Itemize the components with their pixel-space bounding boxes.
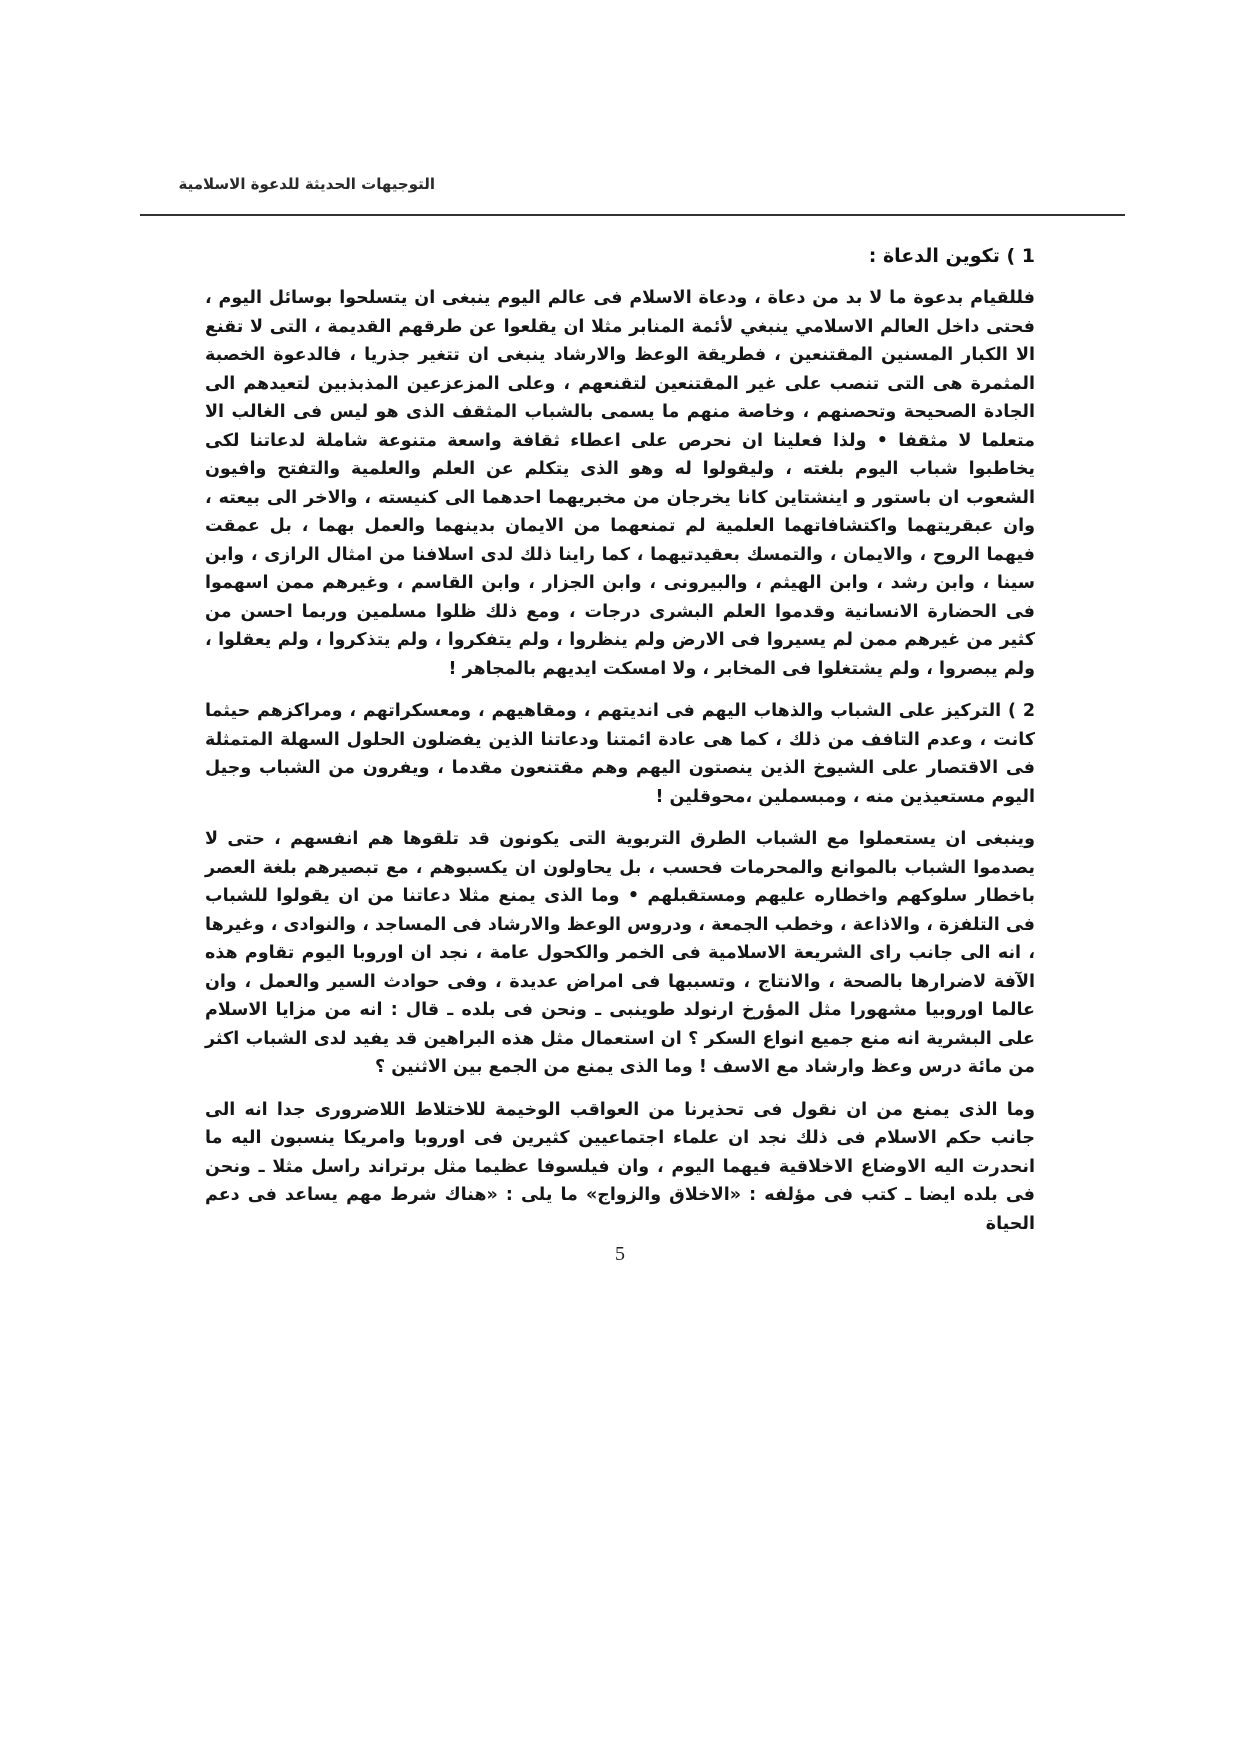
paragraph-1: فللقيام بدعوة ما لا بد من دعاة ، ودعاة الاسلام فى عالم اليوم ينبغى ان يتسلحوا بوسائل اليوم ، فحتى داخل العالم الاسلامي ينبغي لأئمة المنابر مثلا ان يقلعوا عن طرقهم القديمة ، التى لا تقنع الا الكبار المسنين المقتنعين ، فطريقة الوعظ والارشاد ينبغى ان تتغير جذريا ، فالدعوة الخصبة المثمرة هى التى تنصب على غير المقتنعين لتقنعهم ، وعلى المزعزعين المذبذبين لتعيدهم الى الجادة الصحيحة وتحصنهم ، وخاصة منهم ما يسمى بالشباب المثقف الذى هو ليس فى الغالب الا متعلما لا مثقفا • ولذا فعلينا ان نحرص على اعطاء ثقافة واسعة متنوعة شاملة لدعاتنا لكى يخاطبوا شباب اليوم بلغته ، وليقولوا له وهو الذى يتكلم عن العلم والعلمية والتفتح وافيون الشعوب ان باستور و اينشتاين كانا يخرجان من مخبريهما احدهما الى كنيسته ، والاخر الى بيعته ، وان عبقريتهما واكتشافاتهما العلمية لم تمنعهما من الايمان بدينهما والعمل بهما ، بل عمقت فيهما الروح ، والايمان ، والتمسك بعقيدتيهما ، كما راينا ذلك لدى اسلافنا من امثال الرازى ، وابن سينا ، وابن رشد ، وابن الهيثم ، والبيرونى ، وابن الجزار ، وابن القاسم ، وغيرهم ممن اسهموا فى الحضارة الانسانية وقدموا العلم البشرى درجات ، ومع ذلك ظلوا مسلمين وربما احسن من كثير من غيرهم ممن لم يسيروا فى الارض ولم ينظروا ، ولم يتفكروا ، ولم يتذكروا ، ولم يعقلوا ، ولم يبصروا ، ولم يشتغلوا فى المخابر ، ولا امسكت ايديهم بالمجاهر !: [205, 288, 1035, 679]
header-rule: [140, 214, 1125, 216]
page-number: 5: [615, 1243, 625, 1265]
page-header: [0, 175, 1240, 205]
paragraph-4: وما الذى يمنع من ان نقول فى تحذيرنا من العواقب الوخيمة للاختلاط اللاضرورى جدا انه الى جانب حكم الاسلام فى ذلك نجد ان علماء اجتماعيين كثيرين فى اوروبا وامريكا ينسبون اليه ما انحدرت اليه الاوضاع الاخلاقية فيهما اليوم ، وان فيلسوفا عظيما مثل برتراند راسل مثلا ـ ونحن فى بلده ايضا ـ كتب فى مؤلفه : «الاخلاق والزواج» ما يلى : «هناك شرط مهم يساعد فى دعم الحياة: [205, 1099, 1035, 1234]
running-title: التوجيهات الحديثة للدعوة الاسلامية: [178, 175, 435, 193]
page-body: [205, 242, 1035, 1252]
section-heading: 1 ) تكوين الدعاة :: [868, 245, 1035, 267]
paragraph-3: وينبغى ان يستعملوا مع الشباب الطرق التربوية التى يكونون قد تلقوها هم انفسهم ، حتى لا يصدموا الشباب بالموانع والمحرمات فحسب ، بل يحاولون ان يكسبوهم ، مع تبصيرهم بلغة العصر باخطار سلوكهم واخطاره عليهم ومستقبلهم • وما الذى يمنع مثلا دعاتنا من ان يقولوا للشباب فى التلفزة ، والاذاعة ، وخطب الجمعة ، ودروس الوعظ والارشاد فى المساجد ، والنوادى ، وغيرها ، انه الى جانب راى الشريعة الاسلامية فى الخمر والكحول عامة ، نجد ان اوروبا اليوم تقاوم هذه الآفة لاضرارها بالصحة ، والانتاج ، وتسببها فى امراض عديدة ، وفى حوادث السير والعمل ، وان عالما اوروبيا مشهورا مثل المؤرخ ارنولد طوينبى ـ ونحن فى بلده ـ قال : انه من مزايا الاسلام على البشرية انه منع جميع انواع السكر ؟ ان استعمال مثل هذه البراهين قد يفيد لدى الشباب اكثر من مائة درس وعظ وارشاد مع الاسف ! وما الذى يمنع من الجمع بين الاثنين ؟: [205, 829, 1035, 1077]
paragraph-2: 2 ) التركيز على الشباب والذهاب اليهم فى انديتهم ، ومقاهيهم ، ومعسكراتهم ، ومراكزهم حيثما كانت ، وعدم التافف من ذلك ، كما هى عادة ائمتنا ودعاتنا الذين يفضلون الحلول السهلة المتمثلة فى الاقتصار على الشيوخ الذين ينصتون اليهم وهم مقتنعون مقدما ، ويفرون من الشباب وجيل اليوم مستعيذين منه ، ومبسملين ،محوقلين !: [205, 701, 1035, 807]
